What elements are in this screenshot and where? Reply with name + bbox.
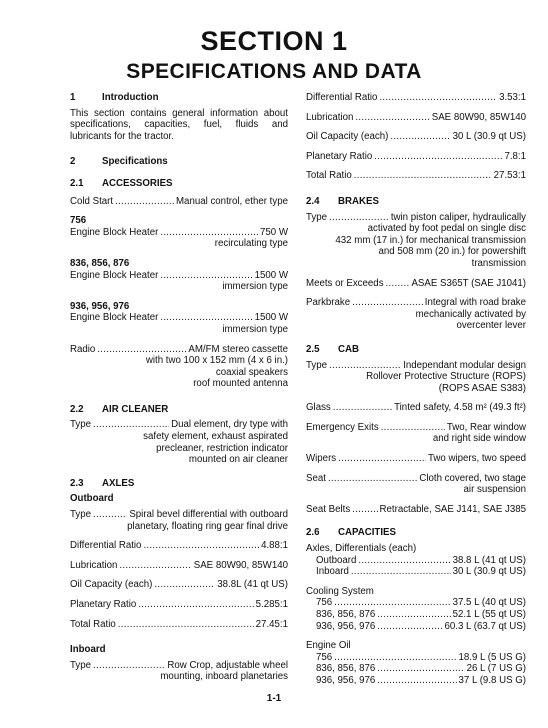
spec-value: Retractable, SAE J141, SAE J385 (379, 503, 526, 515)
spec-label: Total Ratio (70, 618, 116, 630)
spec-cont: with two 100 x 152 mm (4 x 6 in.) (145, 355, 288, 367)
spec-value: Manual control, ether type (175, 195, 288, 207)
spec-label: Glass (306, 402, 331, 414)
heading-text: ACCESSORIES (102, 177, 173, 189)
model-936: 936, 956, 976 (70, 300, 130, 312)
spec-label: Meets or Exceeds (306, 277, 384, 289)
capacity-row (306, 555, 526, 567)
spec-label: Emergency Exits (306, 421, 379, 433)
spec-row-axle-lub (70, 560, 288, 572)
heading-number: 2.5 (306, 343, 320, 355)
spec-label: Seat Belts (306, 503, 351, 515)
model-756: 756 (70, 215, 87, 227)
spec-label: Planetary Ratio (70, 599, 137, 610)
heading-number: 2.1 (70, 177, 84, 189)
spec-cont: roof mounted antenna (193, 378, 288, 390)
axles-inboard-label: Inboard (70, 644, 106, 656)
spec-label: Differential Ratio (70, 540, 142, 552)
axles-outboard-label: Outboard (70, 493, 114, 505)
spec-cont: Rollover Protective Structure (ROPS) (366, 371, 526, 383)
capacity-row (306, 597, 526, 609)
spec-cont: safety element, exhaust aspirated (143, 431, 288, 443)
spec-value: 3.53:1 (499, 92, 526, 103)
left-column (70, 92, 288, 683)
spec-label: Type (70, 509, 92, 521)
spec-value: 38.8 L (41 qt US) (452, 554, 526, 566)
heading-text: AXLES (102, 477, 135, 489)
spec-row-cab-type (306, 360, 526, 372)
spec-value: SAE 80W90, 85W140 (431, 111, 526, 123)
spec-value: 37.5 L (40 qt US) (452, 597, 526, 609)
spec-row-exits (306, 422, 526, 434)
spec-row-brake-type (306, 212, 526, 224)
spec-cont: precleaner, restriction indicator (156, 442, 288, 454)
heading-capacities (306, 527, 526, 539)
spec-value: Dual element, dry type with (171, 419, 288, 431)
spec-cont: 432 mm (17 in.) for mechanical transmission (335, 234, 526, 246)
capacity-row (306, 652, 526, 664)
heading-text: Introduction (102, 92, 159, 103)
spec-row-axle-oil (70, 579, 288, 591)
spec-cont: coaxial speakers (215, 366, 288, 378)
spec-value: 26 L (7 US G) (466, 663, 526, 675)
spec-label: 836, 856, 876 (316, 609, 376, 620)
right-column (306, 92, 526, 687)
spec-value: 750 W (260, 226, 288, 238)
spec-value: Independant modular design (403, 359, 526, 371)
page-number: 1-1 (266, 693, 282, 704)
spec-value: 27.45:1 (255, 618, 288, 630)
spec-row-inboard-lub (306, 112, 526, 124)
spec-value: 38.8L (41 qt US) (217, 579, 288, 591)
section-title: SECTION 1 (200, 26, 348, 56)
spec-row-heater-836 (70, 270, 288, 282)
spec-row-heater-756 (70, 227, 288, 239)
spec-label: 756 (316, 651, 333, 663)
spec-value: Row Crop, adjustable wheel (167, 659, 288, 671)
spec-row-wipers (306, 453, 526, 465)
section-subtitle: SPECIFICATIONS AND DATA (126, 60, 422, 83)
heading-accessories (70, 178, 288, 190)
heading-number: 2.4 (306, 195, 320, 207)
spec-value: 18.9 L (5 US G) (458, 651, 526, 663)
heading-text: CAPACITIES (338, 527, 396, 539)
heading-cab (306, 344, 526, 356)
spec-label: Oil Capacity (each) (306, 131, 389, 143)
spec-row-seat (306, 473, 526, 485)
spec-row-brake-meets (306, 278, 526, 290)
capacity-group-cooling: Cooling System (306, 585, 374, 597)
spec-value: 30 L (30.9 qt US) (452, 566, 526, 578)
heading-text: CAB (338, 343, 359, 355)
heading-number: 2.6 (306, 527, 320, 539)
spec-value: Cloth covered, two stage (419, 472, 526, 484)
spec-label: Outboard (316, 554, 357, 566)
spec-label: 936, 956, 976 (316, 674, 376, 686)
heading-number: 1 (70, 92, 76, 103)
spec-row-cold-start (70, 196, 288, 208)
spec-label: Lubrication (70, 559, 118, 571)
heading-text: AIR CLEANER (102, 403, 169, 415)
spec-label: Engine Block Heater (70, 226, 159, 238)
heading-axles (70, 478, 288, 490)
heading-text: BRAKES (338, 195, 379, 207)
spec-row-axle-type (70, 509, 288, 521)
spec-label: Type (70, 659, 92, 671)
capacity-row (306, 621, 526, 633)
spec-label: Radio (70, 343, 96, 355)
heading-number: 2.2 (70, 403, 84, 415)
spec-value: 30 L (30.9 qt US) (452, 131, 526, 143)
spec-value: 27.53:1 (493, 170, 526, 182)
spec-row-inboard-type (70, 660, 288, 672)
spec-row-parkbrake (306, 297, 526, 309)
spec-cont: air suspension (463, 484, 526, 496)
spec-label: Wipers (306, 453, 337, 465)
spec-value: 1500 W (254, 312, 288, 324)
spec-value: twin piston caliper, hydraulically (390, 211, 526, 223)
spec-row-air-type (70, 419, 288, 431)
spec-cont: planetary, floating ring gear final drive (127, 520, 288, 532)
spec-label: Engine Block Heater (70, 312, 159, 324)
spec-label: Type (70, 419, 92, 431)
spec-label: Total Ratio (306, 170, 352, 182)
spec-label: Planetary Ratio (306, 150, 373, 162)
spec-row-glass (306, 402, 526, 414)
spec-row-radio (70, 344, 288, 356)
spec-cont: transmission (471, 257, 526, 269)
spec-label: Type (306, 359, 328, 371)
spec-value: ASAE S365T (SAE J1041) (411, 277, 526, 289)
heading-introduction (70, 92, 288, 104)
spec-row-axle-total (70, 619, 288, 631)
spec-row-axle-plan (70, 599, 288, 611)
capacity-row (306, 663, 526, 675)
spec-value: 60.3 L (63.7 qt US) (444, 620, 526, 632)
spec-value: Spiral bevel differential with outboard (129, 509, 288, 521)
capacity-row (306, 566, 526, 578)
spec-cont: mechanically activated by (415, 308, 526, 320)
spec-label: Inboard (316, 566, 349, 578)
spec-label: Type (306, 211, 328, 223)
spec-row-inboard-plan (306, 151, 526, 163)
spec-value: 1500 W (254, 269, 288, 281)
spec-row-seat-belts (306, 504, 526, 516)
capacity-row (306, 609, 526, 621)
capacity-group-engine-oil: Engine Oil (306, 640, 351, 652)
spec-label: Differential Ratio (306, 92, 378, 103)
spec-label: Oil Capacity (each) (70, 579, 153, 591)
spec-value: AM/FM stereo cassette (188, 343, 288, 355)
spec-label: Seat (306, 472, 326, 484)
spec-label: 936, 956, 976 (316, 620, 376, 632)
heading-brakes (306, 196, 526, 208)
spec-value: Two wipers, two speed (428, 453, 526, 465)
spec-value: Integral with road brake (424, 297, 526, 309)
spec-cont: overcenter lever (456, 320, 526, 332)
heading-text: Specifications (102, 156, 168, 168)
spec-cont: mounting, inboard planetaries (160, 671, 288, 683)
capacity-group-axles: Axles, Differentials (each) (306, 543, 417, 555)
spec-value: 52.1 L (55 qt US) (452, 609, 526, 620)
spec-label: Parkbrake (306, 297, 351, 309)
spec-row-axle-diff (70, 540, 288, 552)
spec-value: 37 L (9.8 US G) (458, 674, 526, 686)
spec-row-inboard-oil (306, 131, 526, 143)
spec-cont: immersion type (222, 281, 288, 293)
spec-label: 756 (316, 597, 333, 609)
heading-specifications (70, 156, 288, 168)
model-836: 836, 856, 876 (70, 257, 130, 269)
spec-label: Cold Start (70, 195, 114, 207)
spec-label: 836, 856, 876 (316, 663, 376, 675)
spec-label: Lubrication (306, 111, 354, 123)
spec-cont: mounted on air cleaner (188, 454, 288, 466)
spec-row-inboard-diff (306, 92, 526, 104)
intro-paragraph: This section contains general information about specifications, capacities, fuel, fluids and lubricants for the tractor. (70, 107, 288, 142)
heading-air-cleaner (70, 404, 288, 416)
spec-cont: recirculating type (214, 238, 288, 250)
spec-value: Tinted safety, 4.58 m² (49.3 ft²) (394, 402, 526, 414)
heading-number: 2.3 (70, 477, 84, 489)
spec-cont: and 508 mm (20 in.) for powershift (378, 246, 526, 258)
spec-value: SAE 80W90, 85W140 (193, 559, 288, 571)
spec-value: 7.8:1 (504, 150, 526, 162)
spec-cont: (ROPS ASAE S383) (438, 382, 526, 394)
spec-cont: activated by foot pedal on single disc (367, 223, 526, 235)
spec-row-heater-936 (70, 312, 288, 324)
heading-number: 2 (70, 156, 76, 168)
spec-cont: and right side window (432, 433, 526, 445)
spec-row-inboard-total (306, 170, 526, 182)
capacity-row (306, 675, 526, 687)
spec-label: Engine Block Heater (70, 269, 159, 281)
spec-value: 4.88:1 (261, 540, 288, 552)
spec-value: Two, Rear window (446, 421, 526, 433)
spec-value: 5.285:1 (255, 599, 288, 610)
spec-cont: immersion type (222, 323, 288, 335)
